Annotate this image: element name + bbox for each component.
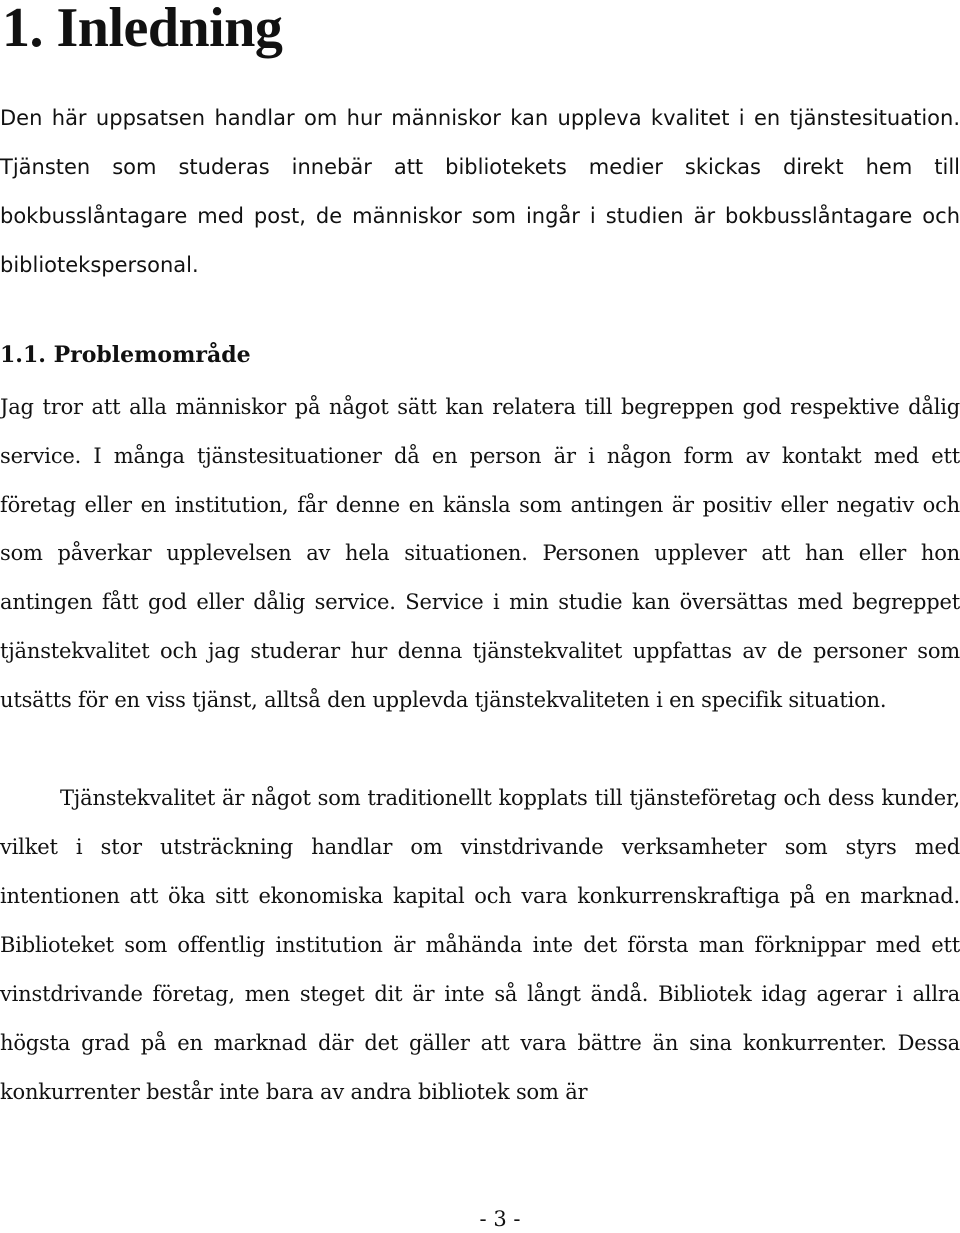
quality-paragraph: Tjänstekvalitet är något som traditionellt kopplats till tjänsteföretag och dess kunder, vilket i stor utsträckning handlar om vinstdrivande verksamheter som styrs med intentionen att öka sitt ekonomiska kapital och vara konkurrenskraftiga på en marknad. Biblioteket som offentlig institution är måhända inte det första man förknippar med ett vinstdrivande företag, men steget dit är inte så långt ändå. Bibliotek idag agerar i allra högsta grad på en marknad där det gäller att vara bättre än sina konkurrenter. Dessa konkurrenter består inte bara av andra bibliotek som är [0, 786, 960, 1104]
problem-paragraph: Jag tror att alla människor på något sätt kan relatera till begreppen god respektive dålig service. I många tjänstesituationer då en person är i någon form av kontakt med ett företag eller en institution, får denne en känsla som antingen är positiv eller negativ och som påverkar upplevelsen av hela situationen. Personen upplever att han eller hon antingen fått god eller dålig service. Service i min studie kan översättas med begreppet tjänstekvalitet och jag studerar hur denna tjänstekvalitet uppfattas av de personer som utsätts för en viss tjänst, alltså den upplevda tjänstekvaliteten i en specifik situation. [0, 395, 960, 712]
page-number: - 3 - [479, 1207, 521, 1231]
section-heading: 1.1. Problemområde [0, 342, 251, 368]
chapter-heading: 1. Inledning [2, 0, 283, 59]
intro-paragraph: Den här uppsatsen handlar om hur människor kan uppleva kvalitet i en tjänstesituation. Tjänsten som studeras innebär att bibliotekets medier skickas direkt hem till bokbusslåntagare med post, de människor som ingår i studien är bokbusslåntagare och bibliotekspersonal. [0, 106, 960, 277]
